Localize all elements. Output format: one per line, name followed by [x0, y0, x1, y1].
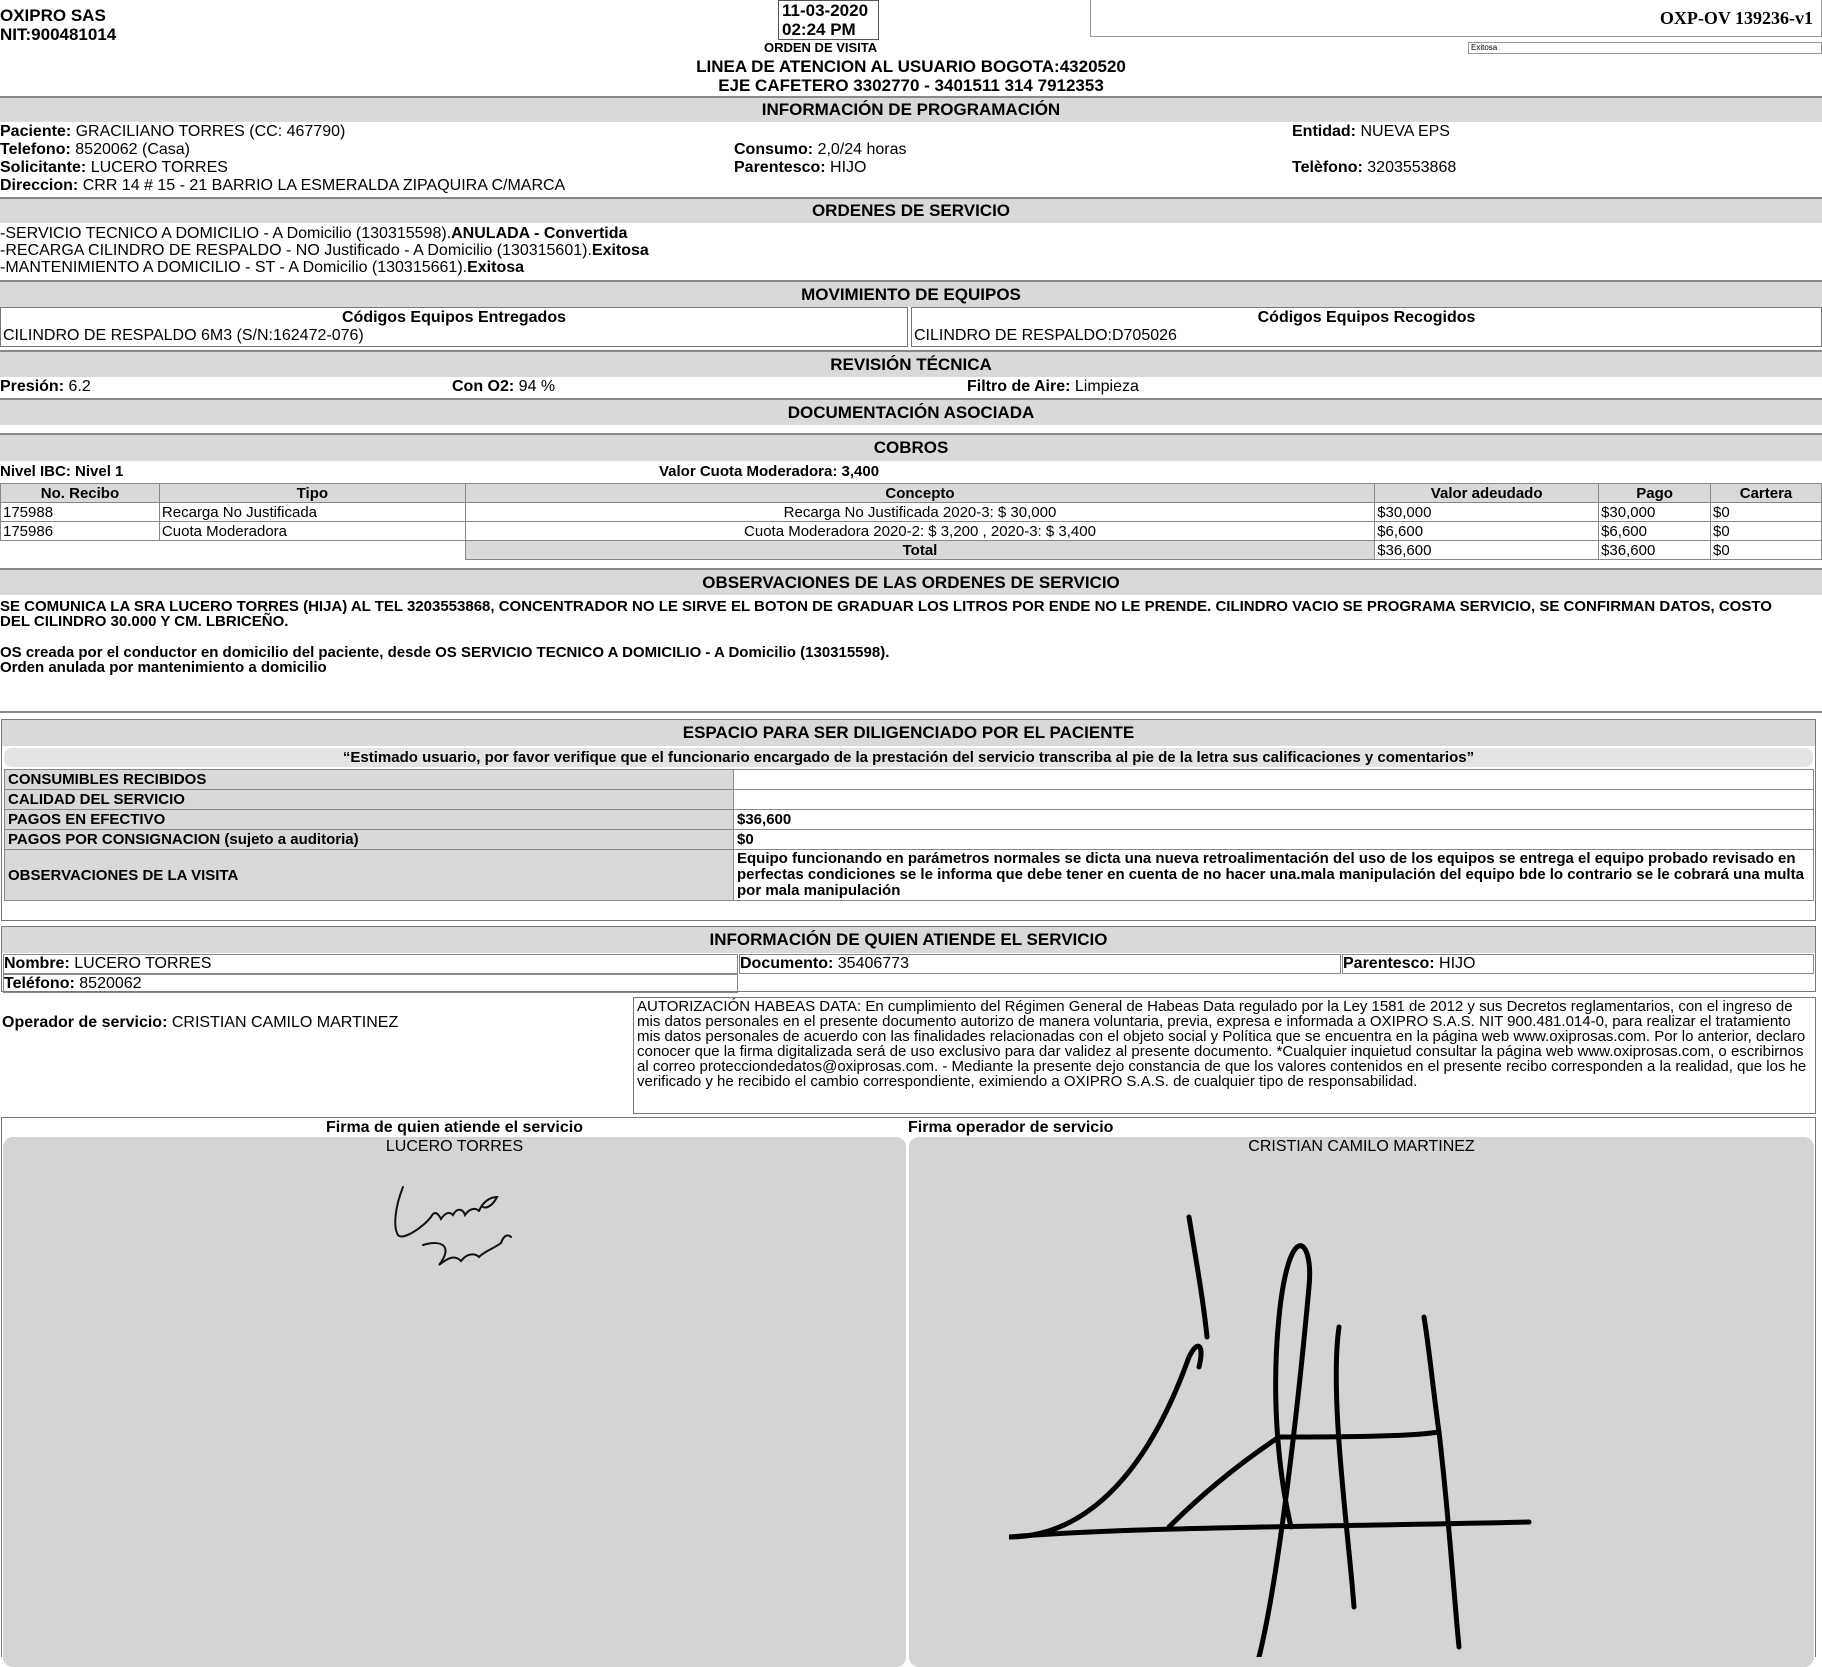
- section-movimiento-title: MOVIMIENTO DE EQUIPOS: [0, 280, 1822, 307]
- status-small-box: Exitosa: [1468, 42, 1822, 54]
- label-efectivo: PAGOS EN EFECTIVO: [5, 810, 734, 830]
- cell-concepto: Cuota Moderadora 2020-2: $ 3,200 , 2020-3: $ 3,400: [465, 522, 1374, 541]
- attendee-signature-image: [383, 1157, 533, 1277]
- col-cartera: Cartera: [1711, 484, 1822, 503]
- attendee-signature-name: LUCERO TORRES: [385, 1138, 524, 1155]
- patient-space-subtitle: “Estimado usuario, por favor verifique que el funcionario encargado de la prestación del servicio transcriba al pie de la letra sus calificaciones y comentarios”: [4, 748, 1813, 767]
- code-box: [1090, 0, 1822, 37]
- payments-table: [0, 483, 1822, 560]
- table-row: [5, 810, 1814, 830]
- entity-value: NUEVA EPS: [1360, 123, 1450, 140]
- table-row: [5, 770, 1814, 790]
- table-row: [5, 850, 1814, 901]
- observation-p3: Orden anulada por mantenimiento a domicilio: [0, 659, 327, 676]
- label-observaciones-visita: OBSERVACIONES DE LA VISITA: [5, 850, 734, 901]
- table-total-row: [1, 541, 1822, 560]
- attendee-phone: 8520062: [79, 975, 142, 992]
- patient-address: CRR 14 # 15 - 21 BARRIO LA ESMERALDA ZIPAQUIRA C/MARCA: [82, 177, 566, 194]
- datetime-box: [778, 0, 879, 40]
- label-consumibles: CONSUMIBLES RECIBIDOS: [5, 770, 734, 790]
- ibc-level: Nivel IBC: Nivel 1: [0, 463, 124, 480]
- table-header-row: [1, 484, 1822, 503]
- operator-row: Operador de servicio: CRISTIAN CAMILO MARTINEZ: [2, 1014, 399, 1031]
- col-recibo: No. Recibo: [1, 484, 160, 503]
- cell-concepto: Recarga No Justificada 2020-3: $ 30,000: [465, 503, 1374, 522]
- attendee-phone-cell: Teléfono: 8520062: [3, 974, 738, 993]
- col-tipo: Tipo: [159, 484, 465, 503]
- company-header: [0, 6, 116, 44]
- cell-pago: $30,000: [1599, 503, 1711, 522]
- attendee-relationship-cell: Parentesco: HIJO: [1342, 954, 1814, 974]
- col-valor: Valor adeudado: [1375, 484, 1599, 503]
- visit-time: 02:24 PM: [782, 20, 856, 39]
- attendee-document-cell: Documento: 35406773: [739, 954, 1341, 974]
- cell-tipo: Cuota Moderadora: [159, 522, 465, 541]
- phone2-value: 3203553868: [1367, 159, 1457, 176]
- value-calidad: [734, 790, 1814, 810]
- delivered-equipment-panel: [0, 307, 908, 347]
- relationship-row: Parentesco: HIJO: [734, 159, 867, 176]
- operator-signature-box: [909, 1137, 1814, 1667]
- observation-p1: SE COMUNICA LA SRA LUCERO TORRES (HIJA) AL TEL 3203553868, CONCENTRADOR NO LE SIRVE EL BOTON DE GRADUAR LOS LITROS POR ENDE NO LE PRENDE. CILINDRO VACIO SE PROGRAMA SERVICIO, SE CONFIRMAN DATOS, COSTO DEL CILINDRO 30.000 Y CM. LBRICEÑO.: [0, 598, 1772, 630]
- pressure-value: 6.2: [68, 378, 91, 395]
- attendee-panel: [1, 926, 1816, 992]
- consumption-value: 2,0/24 horas: [817, 141, 907, 158]
- section-ordenes-title: ORDENES DE SERVICIO: [0, 197, 1822, 223]
- service-lines: [0, 57, 1822, 95]
- requester-row: Solicitante: LUCERO TORRES: [0, 159, 228, 176]
- total-valor: $36,600: [1375, 541, 1599, 560]
- section-documentacion-title: DOCUMENTACIÓN ASOCIADA: [0, 398, 1822, 425]
- section-cobros-title: COBROS: [0, 433, 1822, 461]
- collected-title: Códigos Equipos Recogidos: [1257, 309, 1476, 326]
- section-revision-title: REVISIÓN TÉCNICA: [0, 350, 1822, 377]
- company-name: OXIPRO SAS: [0, 6, 106, 25]
- patient-space-title: ESPACIO PARA SER DILIGENCIADO POR EL PACIENTE: [2, 720, 1815, 746]
- filter-value: Limpieza: [1074, 378, 1139, 395]
- cell-tipo: Recarga No Justificada: [159, 503, 465, 522]
- table-row: [1, 503, 1822, 522]
- patient-name: GRACILIANO TORRES (CC: 467790): [75, 123, 346, 140]
- collected-equipment-panel: [911, 307, 1822, 347]
- phone2-row: Telèfono: 3203553868: [1292, 159, 1457, 176]
- col-pago: Pago: [1599, 484, 1711, 503]
- cell-pago: $6,600: [1599, 522, 1711, 541]
- delivered-equipment: CILINDRO DE RESPALDO 6M3 (S/N:162472-076): [3, 327, 364, 344]
- cell-recibo: 175986: [1, 522, 160, 541]
- patient-feedback-table: [4, 769, 1814, 901]
- divider: [0, 711, 1822, 713]
- attendee-document: 35406773: [837, 955, 909, 972]
- total-pago: $36,600: [1599, 541, 1711, 560]
- order-item: -RECARGA CILINDRO DE RESPALDO - NO Justificado - A Domicilio (130315601).Exitosa: [0, 242, 649, 259]
- filter-row: Filtro de Aire: Limpieza: [967, 378, 1139, 395]
- operator-name: CRISTIAN CAMILO MARTINEZ: [171, 1014, 399, 1031]
- copay-value: Valor Cuota Moderadora: 3,400: [659, 463, 880, 480]
- company-nit: NIT:900481014: [0, 25, 117, 44]
- cell-valor: $30,000: [1375, 503, 1599, 522]
- table-row: [1, 522, 1822, 541]
- service-line-bogota: LINEA DE ATENCION AL USUARIO BOGOTA:4320520: [696, 57, 1126, 76]
- operator-signature-name: CRISTIAN CAMILO MARTINEZ: [1248, 1138, 1475, 1155]
- attendee-signature-title: Firma de quien atiende el servicio: [326, 1119, 583, 1136]
- pressure-row: Presión: 6.2: [0, 378, 91, 395]
- visit-date: 11-03-2020: [782, 1, 869, 20]
- cell-cartera: $0: [1711, 503, 1822, 522]
- observation-p2: OS creada por el conductor en domicilio del paciente, desde OS SERVICIO TECNICO A DOMICILIO - A Domicilio (130315598).: [0, 644, 890, 661]
- attendee-signature-box: [3, 1137, 906, 1667]
- table-row: [5, 830, 1814, 850]
- label-consignacion: PAGOS POR CONSIGNACION (sujeto a auditoria): [5, 830, 734, 850]
- requester-name: LUCERO TORRES: [90, 159, 228, 176]
- operator-signature-title: Firma operador de servicio: [908, 1119, 1114, 1136]
- cell-recibo: 175988: [1, 503, 160, 522]
- attendee-title: INFORMACIÓN DE QUIEN ATIENDE EL SERVICIO: [2, 927, 1815, 953]
- label-calidad: CALIDAD DEL SERVICIO: [5, 790, 734, 810]
- col-concepto: Concepto: [465, 484, 1374, 503]
- operator-signature-image: [1009, 1197, 1569, 1657]
- relationship-value: HIJO: [830, 159, 867, 176]
- attendee-name-cell: Nombre: LUCERO TORRES: [3, 954, 738, 974]
- total-label: Total: [465, 541, 1374, 560]
- value-efectivo: $36,600: [734, 810, 1814, 830]
- attendee-relationship: HIJO: [1439, 955, 1476, 972]
- order-status: Exitosa: [467, 259, 525, 276]
- observations-text: [0, 599, 1800, 675]
- patient-phone: 8520062 (Casa): [75, 141, 191, 158]
- o2-value: 94 %: [518, 378, 556, 395]
- attendee-name: LUCERO TORRES: [74, 955, 212, 972]
- habeas-data-box: AUTORIZACIÓN HABEAS DATA: En cumplimiento del Régimen General de Habeas Data regulado por la Ley 1581 de 2012 y sus Decretos reglamentarios, con el ingreso de mis datos personales en el presente documento autorizo de manera voluntaria, previa, expresa e informada a OXIPRO S.A.S. NIT 900.481.014-0, para realizar el tratamiento mis datos personales de acuerdo con las finalidades relacionadas con el objeto social y Política que se encuentra en la página web www.oxiprosas.com. Por lo anterior, declaro conocer que la firma digitalizada será de uso exclusivo para dar validez al presente documento. *Cualquier inquietud consultar la página web www.oxiprosas.com, o escribirnos al correo protecciondedatos@oxiprosas.com. - Mediante la presente dejo constancia de que los valores contenidos en el presente recibo corresponden a la realidad, que los he verificado y he recibido el cambio correspondiente, eximiendo a OXIPRO S.A.S. de cualquier tipo de responsabilidad.: [633, 997, 1816, 1114]
- table-row: [5, 790, 1814, 810]
- consumption-row: Consumo: 2,0/24 horas: [734, 141, 907, 158]
- section-programacion-title: INFORMACIÓN DE PROGRAMACIÓN: [0, 96, 1822, 122]
- patient-row: Paciente: GRACILIANO TORRES (CC: 467790): [0, 123, 346, 140]
- value-consumibles: [734, 770, 1814, 790]
- order-item: -SERVICIO TECNICO A DOMICILIO - A Domicilio (130315598).ANULADA - Convertida: [0, 225, 628, 242]
- doc-type: ORDEN DE VISITA: [764, 40, 878, 55]
- entity-row: Entidad: NUEVA EPS: [1292, 123, 1450, 140]
- address-row: Direccion: CRR 14 # 15 - 21 BARRIO LA ESMERALDA ZIPAQUIRA C/MARCA: [0, 177, 566, 194]
- phone-row: Telefono: 8520062 (Casa): [0, 141, 191, 158]
- cell-cartera: $0: [1711, 522, 1822, 541]
- order-status: Exitosa: [591, 242, 649, 259]
- o2-row: Con O2: 94 %: [452, 378, 556, 395]
- total-cartera: $0: [1711, 541, 1822, 560]
- service-line-eje: EJE CAFETERO 3302770 - 3401511 314 7912353: [718, 76, 1104, 95]
- value-observaciones-visita: Equipo funcionando en parámetros normales se dicta una nueva retroalimentación del uso de los equipos se entrega el equipo probado revisado en perfectas condiciones se le informa que debe tener en cuenta de no hacer una.mala manipulación del equipo bde lo contrario se le cobrará una multa por mala manipulación: [734, 850, 1814, 901]
- value-consignacion: $0: [734, 830, 1814, 850]
- section-observaciones-title: OBSERVACIONES DE LAS ORDENES DE SERVICIO: [0, 568, 1822, 595]
- cell-valor: $6,600: [1375, 522, 1599, 541]
- order-status: ANULADA - Convertida: [451, 225, 628, 242]
- collected-equipment: CILINDRO DE RESPALDO:D705026: [914, 327, 1177, 344]
- order-item: -MANTENIMIENTO A DOMICILIO - ST - A Domicilio (130315661).Exitosa: [0, 259, 525, 276]
- delivered-title: Códigos Equipos Entregados: [341, 309, 566, 326]
- patient-space-panel: [1, 719, 1816, 921]
- order-code: OXP-OV 139236-v1: [1659, 8, 1813, 28]
